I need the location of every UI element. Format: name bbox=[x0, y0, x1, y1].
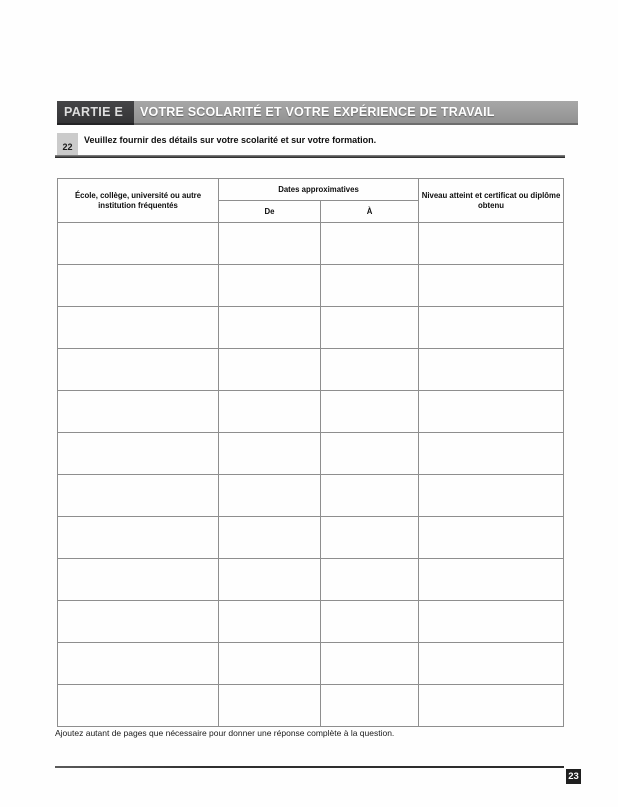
column-header-date-to: À bbox=[321, 201, 419, 223]
cell-to bbox=[321, 349, 419, 391]
cell-institution bbox=[58, 265, 219, 307]
education-table bbox=[57, 178, 564, 727]
cell-level bbox=[419, 643, 564, 685]
cell-institution bbox=[58, 517, 219, 559]
table-row bbox=[58, 475, 564, 517]
column-header-level: Niveau atteint et certificat ou diplôme obtenu bbox=[419, 179, 564, 223]
cell-to bbox=[321, 559, 419, 601]
table-row bbox=[58, 559, 564, 601]
cell-level bbox=[419, 391, 564, 433]
cell-to bbox=[321, 223, 419, 265]
cell-institution bbox=[58, 685, 219, 727]
table-row bbox=[58, 517, 564, 559]
table-row bbox=[58, 307, 564, 349]
column-header-institution: École, collège, université ou autre institution fréquentés bbox=[58, 179, 219, 223]
cell-institution bbox=[58, 223, 219, 265]
cell-to bbox=[321, 601, 419, 643]
cell-from bbox=[219, 307, 321, 349]
cell-from bbox=[219, 475, 321, 517]
cell-level bbox=[419, 223, 564, 265]
cell-from bbox=[219, 349, 321, 391]
cell-to bbox=[321, 265, 419, 307]
cell-institution bbox=[58, 433, 219, 475]
section-divider-rule bbox=[55, 155, 565, 158]
cell-institution bbox=[58, 475, 219, 517]
cell-level bbox=[419, 349, 564, 391]
cell-from bbox=[219, 517, 321, 559]
cell-to bbox=[321, 685, 419, 727]
table-row bbox=[58, 265, 564, 307]
cell-level bbox=[419, 601, 564, 643]
part-label: PARTIE E bbox=[57, 101, 134, 125]
cell-from bbox=[219, 433, 321, 475]
cell-level bbox=[419, 517, 564, 559]
question-text: Veuillez fournir des détails sur votre scolarité et sur votre formation. bbox=[84, 135, 377, 145]
cell-institution bbox=[58, 601, 219, 643]
question-number-badge: 22 bbox=[57, 133, 78, 155]
part-title: VOTRE SCOLARITÉ ET VOTRE EXPÉRIENCE DE TRAVAIL bbox=[134, 101, 578, 125]
table-row bbox=[58, 601, 564, 643]
cell-institution bbox=[58, 391, 219, 433]
cell-to bbox=[321, 307, 419, 349]
education-table-header bbox=[58, 179, 564, 223]
cell-level bbox=[419, 475, 564, 517]
cell-from bbox=[219, 391, 321, 433]
cell-to bbox=[321, 475, 419, 517]
cell-from bbox=[219, 559, 321, 601]
cell-level bbox=[419, 433, 564, 475]
education-table-body bbox=[58, 223, 564, 727]
cell-institution bbox=[58, 559, 219, 601]
cell-to bbox=[321, 433, 419, 475]
cell-institution bbox=[58, 307, 219, 349]
cell-from bbox=[219, 643, 321, 685]
cell-level bbox=[419, 265, 564, 307]
cell-level bbox=[419, 559, 564, 601]
cell-to bbox=[321, 643, 419, 685]
cell-from bbox=[219, 601, 321, 643]
cell-institution bbox=[58, 349, 219, 391]
column-header-dates-group: Dates approximatives bbox=[219, 179, 419, 201]
table-row bbox=[58, 433, 564, 475]
cell-to bbox=[321, 391, 419, 433]
cell-level bbox=[419, 307, 564, 349]
page-number-badge: 23 bbox=[566, 769, 581, 784]
cell-from bbox=[219, 265, 321, 307]
cell-institution bbox=[58, 643, 219, 685]
cell-to bbox=[321, 517, 419, 559]
column-header-date-from: De bbox=[219, 201, 321, 223]
table-row bbox=[58, 643, 564, 685]
cell-from bbox=[219, 223, 321, 265]
cell-from bbox=[219, 685, 321, 727]
table-row bbox=[58, 391, 564, 433]
part-header-bar bbox=[57, 101, 578, 125]
table-row bbox=[58, 349, 564, 391]
footer-rule bbox=[55, 766, 564, 768]
footer-note: Ajoutez autant de pages que nécessaire pour donner une réponse complète à la question. bbox=[55, 728, 395, 738]
cell-level bbox=[419, 685, 564, 727]
table-row bbox=[58, 685, 564, 727]
table-row bbox=[58, 223, 564, 265]
